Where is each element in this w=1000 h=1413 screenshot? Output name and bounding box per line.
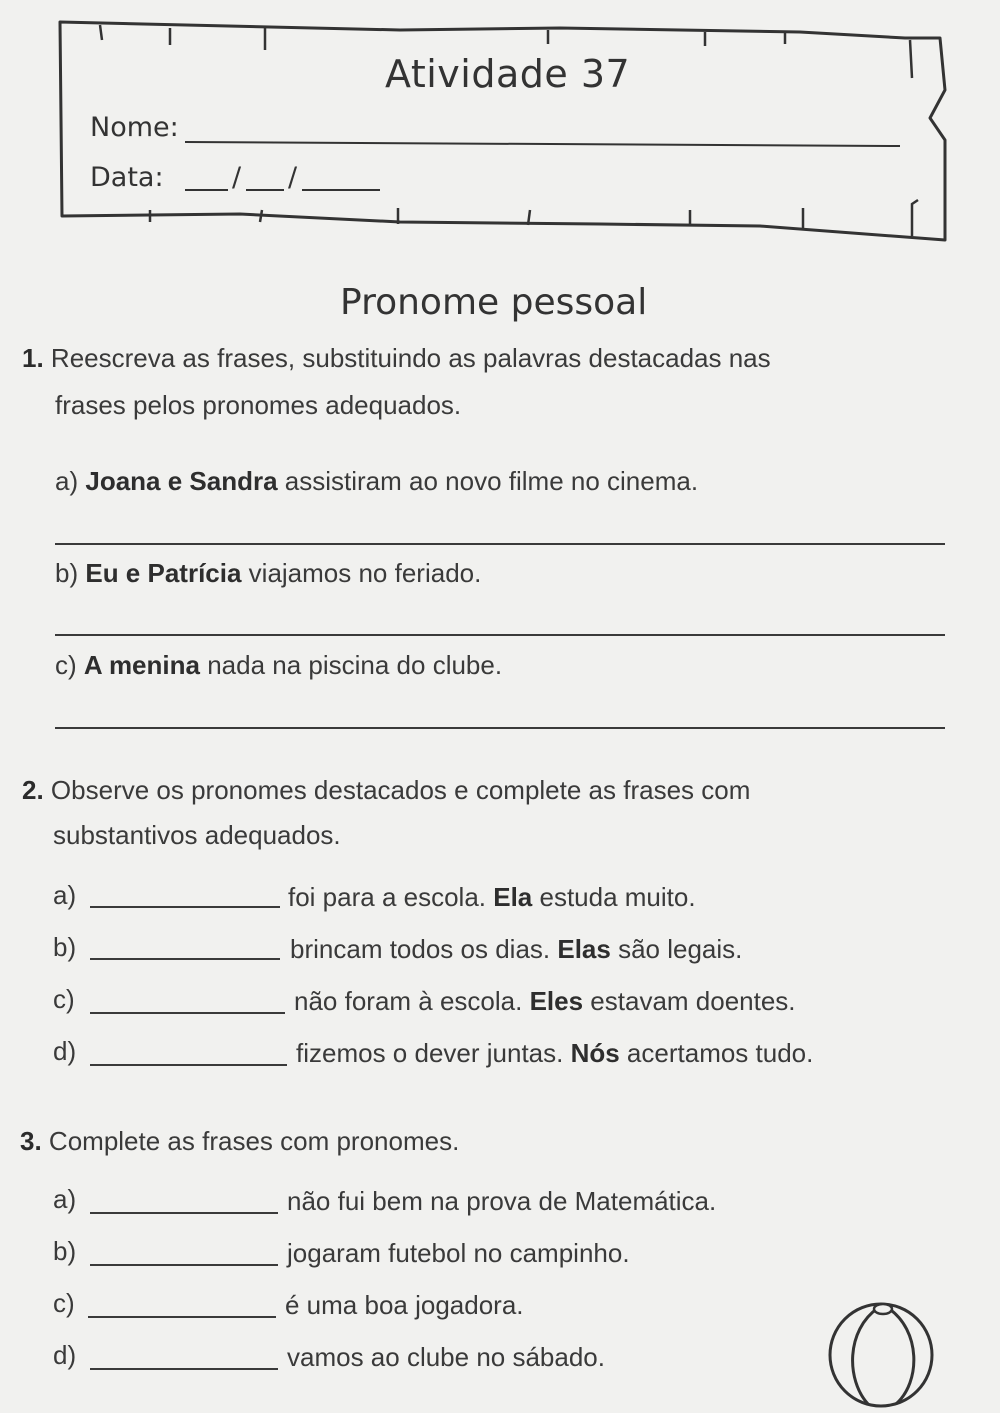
question-2-prompt-cont: substantivos adequados. (53, 820, 341, 850)
q1-item-c (55, 650, 502, 681)
item-text: acertamos tudo. (619, 1038, 814, 1068)
answer-blank[interactable] (90, 958, 280, 960)
item-text: estuda muito. (532, 882, 696, 912)
answer-blank[interactable] (88, 1316, 276, 1318)
item-letter: d) (53, 1340, 77, 1370)
item-text: brincam todos os dias. (290, 934, 558, 964)
highlighted-words: A menina (83, 650, 200, 680)
date-label: Data: (90, 162, 164, 193)
question-text: Observe os pronomes destacados e complete as frases com (50, 775, 751, 805)
question-number: 2. (22, 775, 44, 805)
date-separator: / (288, 162, 298, 193)
question-1-prompt-cont: frases pelos pronomes adequados. (55, 390, 462, 420)
question-text: Complete as frases com pronomes. (48, 1126, 460, 1156)
section-title: Pronome pessoal (340, 282, 648, 323)
answer-line[interactable] (55, 727, 945, 729)
q1-item-b (55, 558, 481, 589)
answer-line[interactable] (55, 543, 945, 545)
item-text: foi para a escola. (288, 882, 494, 912)
q1-item-a (55, 466, 698, 497)
item-text: estavam doentes. (583, 986, 796, 1016)
answer-blank[interactable] (90, 1368, 278, 1370)
beach-ball-icon (826, 1300, 936, 1410)
name-label: Nome: (90, 112, 179, 143)
q3-item-c: é uma boa jogadora. (285, 1290, 524, 1320)
highlighted-pronoun: Elas (557, 934, 611, 964)
q3-item-a: não fui bem na prova de Matemática. (287, 1186, 717, 1216)
item-letter: b) (55, 558, 79, 588)
item-text: fizemos o dever juntas. (296, 1038, 571, 1068)
answer-line[interactable] (55, 634, 945, 636)
date-field[interactable] (185, 165, 380, 195)
item-text: viajamos no feriado. (241, 558, 482, 588)
q2-item-d (296, 1038, 813, 1069)
item-letter: b) (53, 1236, 77, 1266)
q3-item-d: vamos ao clube no sábado. (287, 1342, 605, 1372)
q2-item-a (288, 882, 696, 913)
highlighted-pronoun: Ela (493, 882, 533, 912)
item-letter: c) (55, 650, 77, 680)
item-letter: a) (53, 880, 77, 910)
item-text: assistiram ao novo filme no cinema. (277, 466, 699, 496)
answer-blank[interactable] (90, 1064, 287, 1066)
name-field[interactable] (185, 138, 900, 168)
item-text: nada na piscina do clube. (199, 650, 503, 680)
highlighted-words: Eu e Patrícia (85, 558, 242, 588)
item-letter: a) (55, 466, 79, 496)
q2-item-b (290, 934, 742, 965)
q2-item-c (294, 986, 796, 1017)
question-1-prompt (22, 335, 771, 381)
item-letter: c) (53, 1288, 75, 1318)
answer-blank[interactable] (90, 1264, 278, 1266)
worksheet-title: Atividade 37 (385, 52, 631, 96)
question-number: 1. (22, 343, 44, 373)
item-letter: b) (53, 932, 77, 962)
item-text: são legais. (610, 934, 743, 964)
item-text: não foram à escola. (294, 986, 530, 1016)
question-3-prompt (20, 1118, 459, 1164)
question-2-prompt (22, 767, 750, 813)
answer-blank[interactable] (90, 1012, 285, 1014)
item-letter: a) (53, 1184, 77, 1214)
item-letter: d) (53, 1036, 77, 1066)
question-text: Reescreva as frases, substituindo as palavras destacadas nas (50, 343, 771, 373)
answer-blank[interactable] (90, 1212, 278, 1214)
q3-item-b: jogaram futebol no campinho. (287, 1238, 630, 1268)
item-letter: c) (53, 984, 75, 1014)
question-number: 3. (20, 1126, 42, 1156)
answer-blank[interactable] (90, 906, 280, 908)
date-separator: / (232, 162, 242, 193)
highlighted-pronoun: Nós (570, 1038, 620, 1068)
highlighted-pronoun: Eles (529, 986, 584, 1016)
highlighted-words: Joana e Sandra (85, 466, 278, 496)
